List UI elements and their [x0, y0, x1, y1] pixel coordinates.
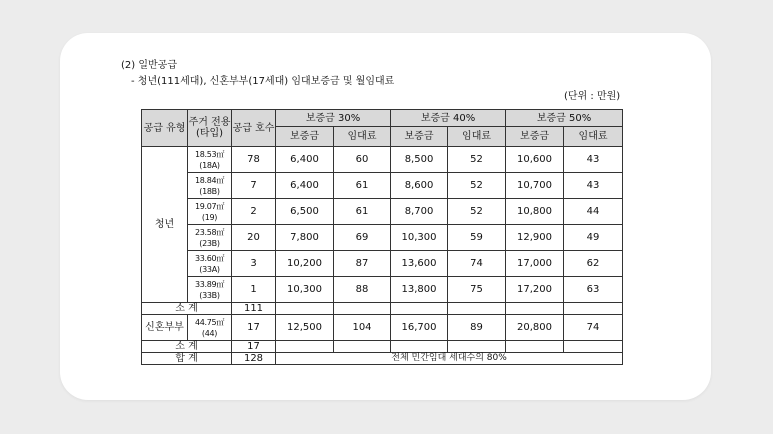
total-row: [142, 353, 623, 365]
table-row: [142, 315, 623, 341]
deposit-cell: 17,200: [506, 277, 564, 303]
units-cell: 1: [232, 277, 276, 303]
rent-cell: 43: [564, 147, 623, 173]
rent-cell: 69: [334, 225, 391, 251]
area-cell: 18.84㎡ (18B): [188, 173, 232, 199]
deposit-cell: 16,700: [391, 315, 448, 341]
units-cell: 3: [232, 251, 276, 277]
units-cell: 2: [232, 199, 276, 225]
deposit-cell: 6,500: [276, 199, 334, 225]
table-row: [142, 251, 623, 277]
rent-cell: 74: [564, 315, 623, 341]
units-cell: 17: [232, 315, 276, 341]
rent-cell: 61: [334, 173, 391, 199]
rent-cell: 104: [334, 315, 391, 341]
header-rent: 임대료: [334, 127, 391, 147]
header-row: [142, 110, 623, 127]
deposit-cell: 20,800: [506, 315, 564, 341]
table-row: [142, 225, 623, 251]
deposit-cell: 12,900: [506, 225, 564, 251]
rent-cell: 62: [564, 251, 623, 277]
rent-cell: 43: [564, 173, 623, 199]
header-deposit-40: 보증금 40%: [391, 110, 506, 127]
rent-cell: 63: [564, 277, 623, 303]
header-deposit: 보증금: [276, 127, 334, 147]
header-rent: 임대료: [448, 127, 506, 147]
area-cell: 44.75㎡ (44): [188, 315, 232, 341]
deposit-cell: 13,800: [391, 277, 448, 303]
rent-cell: 74: [448, 251, 506, 277]
header-deposit: 보증금: [506, 127, 564, 147]
area-cell: 18.53㎡ (18A): [188, 147, 232, 173]
subtotal-label: 소 계: [142, 341, 232, 353]
subtotal-label: 소 계: [142, 303, 232, 315]
subtotal-units: 17: [232, 341, 276, 353]
area-cell: 19.07㎡ (19): [188, 199, 232, 225]
total-note: 전체 민간임대 세대수의 80%: [276, 353, 623, 365]
rent-cell: 75: [448, 277, 506, 303]
rent-cell: 52: [448, 147, 506, 173]
header-deposit-30: 보증금 30%: [276, 110, 391, 127]
deposit-cell: 10,200: [276, 251, 334, 277]
total-units: 128: [232, 353, 276, 365]
table-row: [142, 199, 623, 225]
table-row: [142, 147, 623, 173]
rent-cell: 44: [564, 199, 623, 225]
deposit-cell: 6,400: [276, 147, 334, 173]
header-deposit-50: 보증금 50%: [506, 110, 623, 127]
deposit-cell: 7,800: [276, 225, 334, 251]
area-cell: 23.58㎡ (23B): [188, 225, 232, 251]
deposit-cell: 8,500: [391, 147, 448, 173]
area-cell: 33.89㎡ (33B): [188, 277, 232, 303]
header-units: 공급 호수: [232, 110, 276, 147]
table-row: [142, 173, 623, 199]
deposit-cell: 17,000: [506, 251, 564, 277]
deposit-cell: 6,400: [276, 173, 334, 199]
section-subheading: - 청년(111세대), 신혼부부(17세대) 임대보증금 및 월임대료: [131, 76, 395, 87]
total-label: 합 계: [142, 353, 232, 365]
rent-cell: 59: [448, 225, 506, 251]
rent-cell: 49: [564, 225, 623, 251]
rent-cell: 87: [334, 251, 391, 277]
header-area: 주거 전용 (타입): [188, 110, 232, 147]
deposit-cell: 13,600: [391, 251, 448, 277]
subtotal-row: [142, 303, 623, 315]
deposit-cell: 10,700: [506, 173, 564, 199]
rent-cell: 88: [334, 277, 391, 303]
units-cell: 20: [232, 225, 276, 251]
subtotal-units: 111: [232, 303, 276, 315]
units-cell: 7: [232, 173, 276, 199]
rent-table: [141, 109, 623, 365]
deposit-cell: 8,700: [391, 199, 448, 225]
rent-cell: 60: [334, 147, 391, 173]
header-supply-type: 공급 유형: [142, 110, 188, 147]
area-cell: 33.60㎡ (33A): [188, 251, 232, 277]
rent-cell: 52: [448, 173, 506, 199]
table-row: [142, 277, 623, 303]
rent-cell: 52: [448, 199, 506, 225]
units-cell: 78: [232, 147, 276, 173]
deposit-cell: 10,600: [506, 147, 564, 173]
header-deposit: 보증금: [391, 127, 448, 147]
deposit-cell: 10,300: [391, 225, 448, 251]
rent-cell: 61: [334, 199, 391, 225]
unit-label: (단위 : 만원): [564, 91, 621, 102]
deposit-cell: 8,600: [391, 173, 448, 199]
subtotal-row: [142, 341, 623, 353]
deposit-cell: 10,800: [506, 199, 564, 225]
newlywed-label: 신혼부부: [142, 315, 188, 341]
header-rent: 임대료: [564, 127, 623, 147]
youth-label: 청년: [142, 147, 188, 303]
deposit-cell: 10,300: [276, 277, 334, 303]
section-heading: (2) 일반공급: [121, 60, 177, 71]
rent-cell: 89: [448, 315, 506, 341]
deposit-cell: 12,500: [276, 315, 334, 341]
